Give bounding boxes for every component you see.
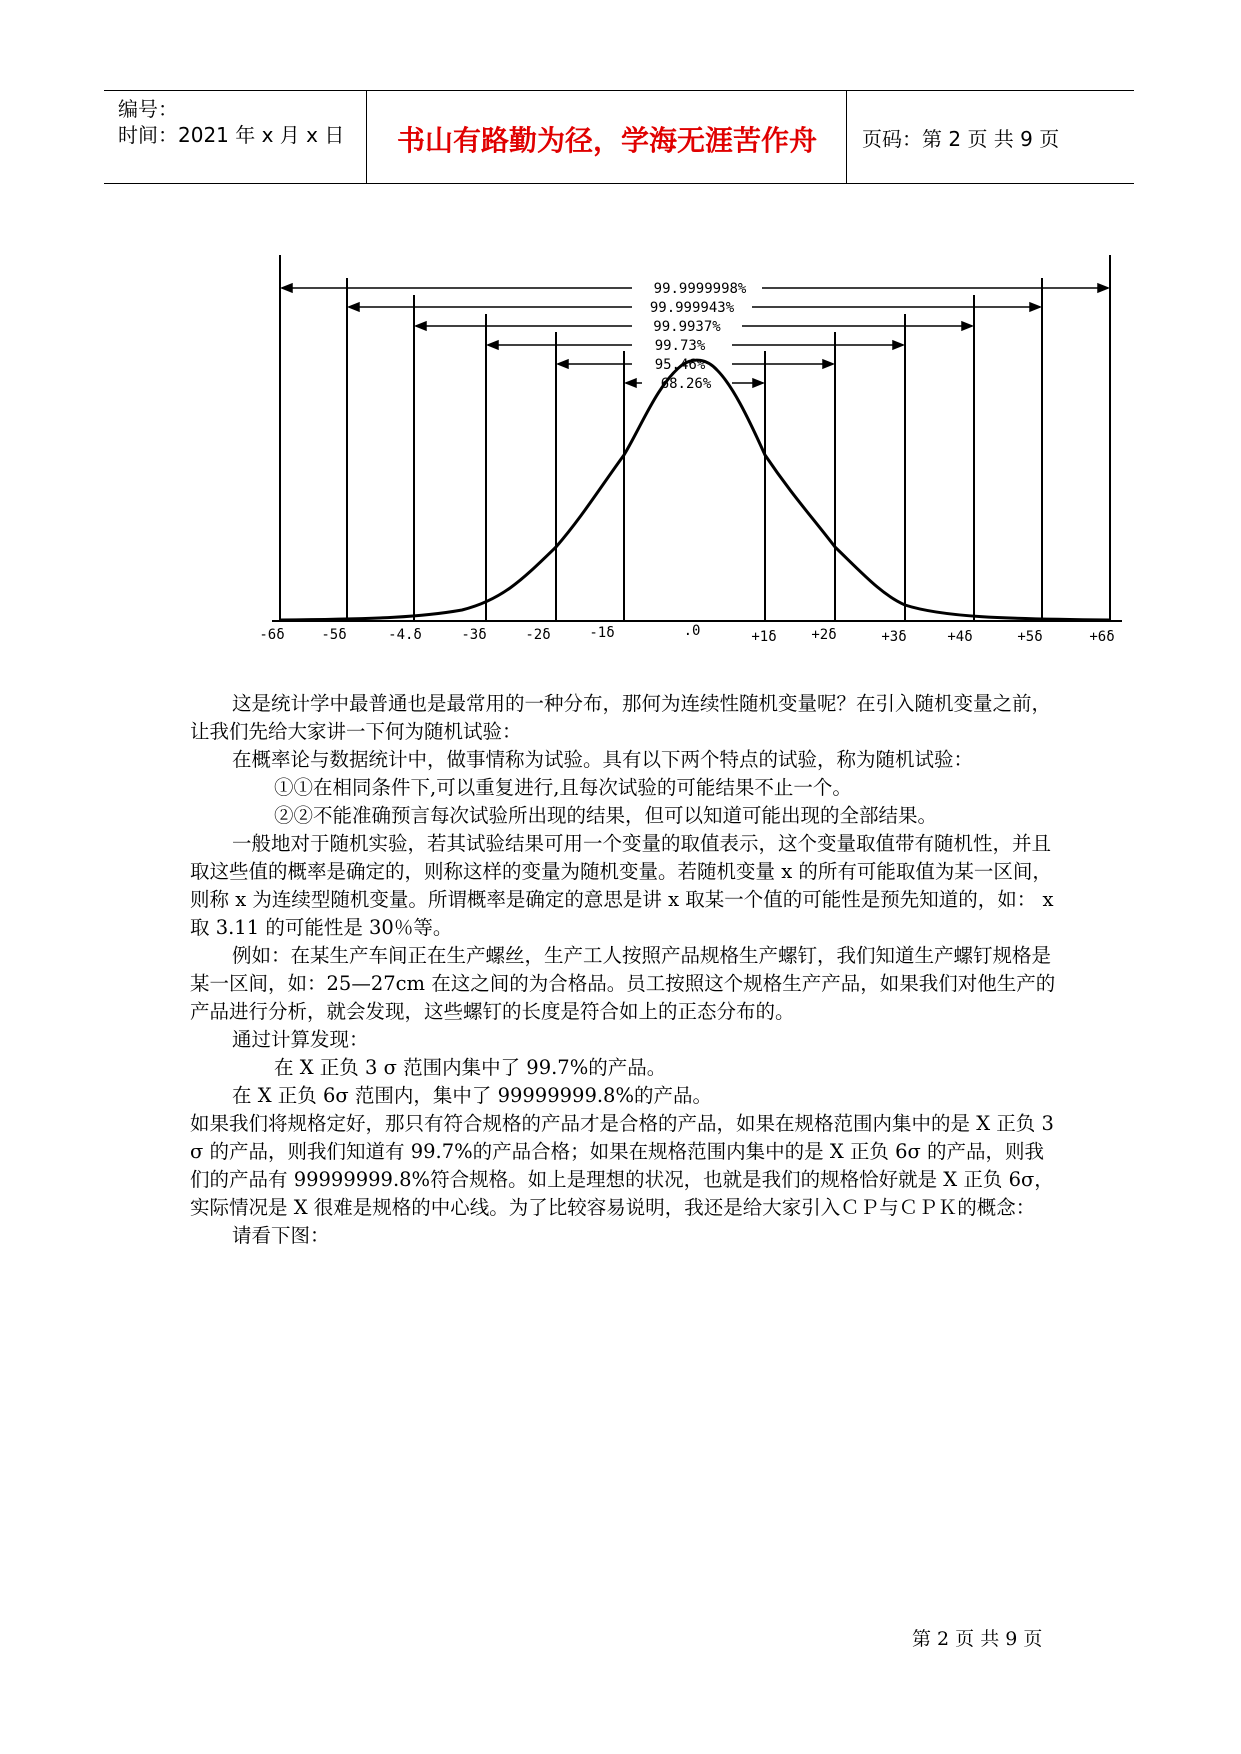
axis-label: -5δ <box>321 627 347 643</box>
axis-label: +2δ <box>811 627 837 643</box>
range-label: 99.9999998% <box>653 281 747 297</box>
axis-label: +1δ <box>751 629 777 645</box>
header-motto-cell <box>368 91 847 183</box>
axis-label: -6δ <box>259 627 285 643</box>
paragraph: ②②不能准确预言每次试验所出现的结果，但可以知道可能出现的全部结果。 <box>274 804 938 827</box>
paragraph: 请看下图： <box>232 1224 330 1247</box>
axis-label: -2δ <box>525 627 551 643</box>
time-label: 时间：2021 年 x 月 x 日 <box>118 123 345 147</box>
axis-label: -4.δ <box>388 627 422 643</box>
body-text <box>190 690 1056 1250</box>
range-label: 68.26% <box>660 376 712 392</box>
axis-label: .0 <box>683 623 701 639</box>
paragraph: 在 X 正负 3 σ 范围内集中了 99.7%的产品。 <box>274 1056 667 1079</box>
header-page-cell <box>848 91 1134 183</box>
paragraph: 在概率论与数据统计中，做事情称为试验。具有以下两个特点的试验，称为随机试验： <box>232 748 974 771</box>
axis-label: -1δ <box>589 625 615 641</box>
range-label: 95.46% <box>654 357 706 373</box>
axis-label: +5δ <box>1017 629 1043 645</box>
range-label: 99.999943% <box>649 300 735 316</box>
paragraph: 如果我们将规格定好，那只有符合规格的产品才是合格的产品，如果在规格范围内集中的是 X 正负 3 σ 的产品，则我们知道有 99.7%的产品合格；如果在规格范围内集中的是 X 正负 6σ 的产品，则我们的产品有 99999999.8%符合规格。如上是理想的状况，也就是我们的规格恰好就是 X 正负 6σ，实际情况是 X 很难是规格的中心线。为了比较容易说明，我还是给大家引入ＣＰ与ＣＰＫ的概念： <box>190 1112 1054 1219</box>
paragraph: 例如：在某生产车间正在生产螺丝，生产工人按照产品规格生产螺钉，我们知道生产螺钉规格是某一区间，如：25—27cm 在这之间的为合格品。员工按照这个规格生产产品，如果我们对他生产的产品进行分析，就会发现，这些螺钉的长度是符合如上的正态分布的。 <box>190 944 1056 1023</box>
axis-label: +6δ <box>1089 629 1115 645</box>
axis-label: +4δ <box>947 629 973 645</box>
range-label: 99.9937% <box>653 319 721 335</box>
bell-curve <box>280 360 1110 620</box>
normal-distribution-figure <box>259 255 1132 645</box>
paragraph: 这是统计学中最普通也是最常用的一种分布，那何为连续性随机变量呢？在引入随机变量之前，让我们先给大家讲一下何为随机试验： <box>190 692 1052 743</box>
header-info-cell <box>104 91 367 183</box>
paragraph: ①①在相同条件下,可以重复进行,且每次试验的可能结果不止一个。 <box>274 776 852 799</box>
axis-label: +3δ <box>881 629 907 645</box>
document-header <box>104 90 1134 184</box>
range-label: 99.73% <box>654 338 706 354</box>
page-footer: 第 2 页 共 9 页 <box>912 1628 1043 1650</box>
paragraph: 通过计算发现： <box>232 1028 369 1051</box>
paragraph: 在 X 正负 6σ 范围内，集中了 99999999.8%的产品。 <box>232 1084 712 1107</box>
serial-label: 编号： <box>118 97 178 121</box>
paragraph: 一般地对于随机实验，若其试验结果可用一个变量的取值表示，这个变量取值带有随机性，并且取这些值的概率是确定的，则称这样的变量为随机变量。若随机变量 x 的所有可能取值为某一区间，则称 x 为连续型随机变量。所谓概率是确定的意思是讲 x 取某一个值的可能性是预先知道的，如： x 取 3.11 的可能性是 30％等。 <box>190 832 1054 939</box>
motto: 书山有路勤为径，学海无涯苦作舟 <box>396 124 817 157</box>
axis-label: -3δ <box>461 627 487 643</box>
page-label: 页码：第 2 页 共 9 页 <box>862 127 1060 151</box>
